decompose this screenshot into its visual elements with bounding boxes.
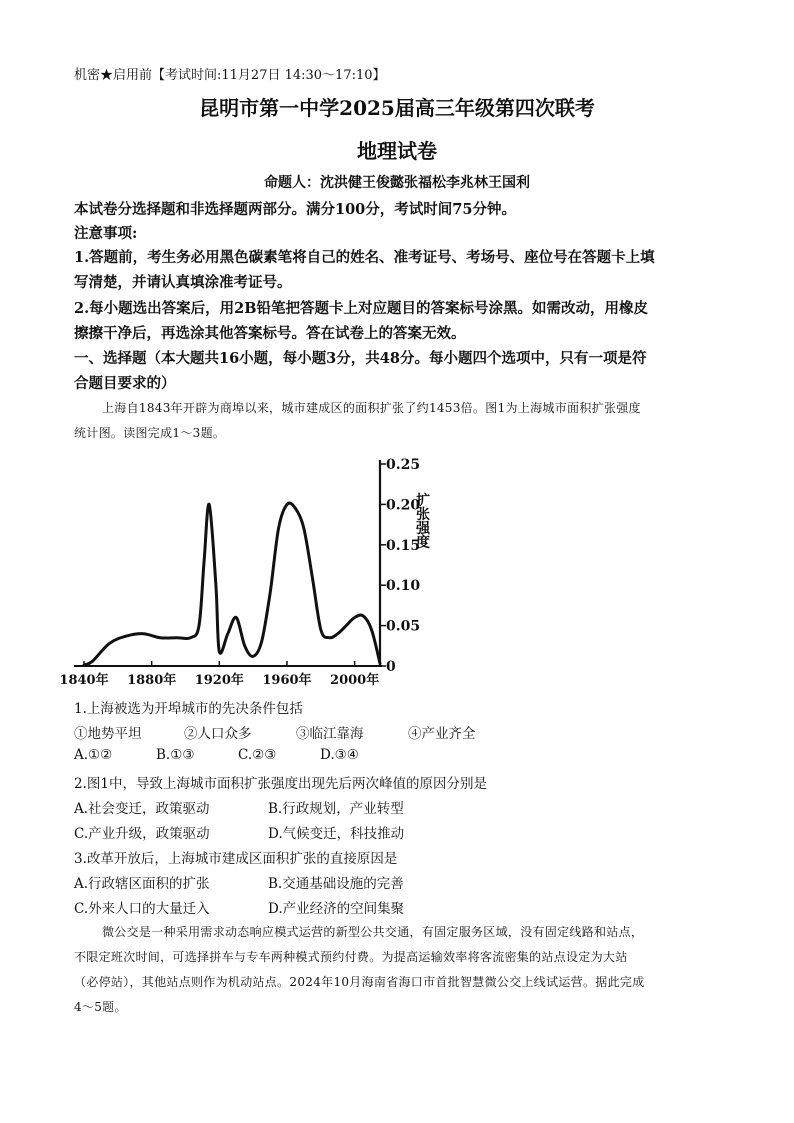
y-tick-label: 0.25 bbox=[386, 457, 421, 473]
q2-option-c: C.产业升级，政策驱动 bbox=[74, 826, 210, 842]
x-tick-label: 1880年 bbox=[127, 673, 177, 688]
q2-option-d: D.气候变迁，科技推动 bbox=[268, 826, 405, 842]
y-tick-label: 0.10 bbox=[386, 578, 421, 595]
q1-item-1: ①地势平坦 bbox=[74, 726, 142, 742]
q1-option-a: A.①② bbox=[74, 747, 113, 763]
section1-heading-b: 合题目要求的） bbox=[74, 375, 176, 392]
passage2-line-d: 4～5题。 bbox=[74, 1000, 127, 1014]
passage2-line-a: 微公交是一种采用需求动态响应模式运营的新型公共交通，有固定服务区域，没有固定线路和站点， bbox=[102, 925, 644, 939]
expansion-intensity-chart bbox=[59, 452, 444, 692]
q1-option-c: C.②③ bbox=[238, 747, 277, 763]
q1-item-2: ②人口众多 bbox=[184, 726, 252, 742]
y-tick-label: 0.20 bbox=[386, 497, 421, 514]
y-tick-label: 0 bbox=[386, 659, 396, 675]
q1-option-d: D.③④ bbox=[320, 747, 359, 763]
section1-heading-a: 一、选择题（本大题共16小题，每小题3分，共48分。每小题四个选项中，只有一项是符 bbox=[74, 350, 647, 367]
authors-line: 命题人：沈洪健王俊懿张福松李兆林王国利 bbox=[264, 175, 530, 191]
series-line bbox=[84, 503, 380, 665]
passage2-line-b: 不限定班次时间，可选择拼车与专车两种模式预约付费。为提高运输效率将客流密集的站点设定为大站 bbox=[74, 950, 628, 964]
q2-option-a: A.社会变迁，政策驱动 bbox=[74, 801, 210, 817]
q3-option-d: D.产业经济的空间集聚 bbox=[268, 901, 405, 917]
passage1-line-b: 统计图。读图完成1～3题。 bbox=[74, 426, 226, 440]
passage2-line-c: （必停站），其他站点则作为机动站点。2024年10月海南省海口市首批智慧微公交上线试运营。据此完成 bbox=[74, 975, 645, 989]
confidential-notice: 机密★启用前【考试时间:11月27日 14:30～17:10】 bbox=[74, 68, 386, 83]
y-axis-label: 扩张强度 bbox=[414, 492, 430, 549]
subject-title: 地理试卷 bbox=[357, 139, 437, 163]
note-1a: 1.答题前，考生务必用黑色碳素笔将自己的姓名、准考证号、考场号、座位号在答题卡上填 bbox=[74, 249, 655, 266]
q3-stem: 3.改革开放后，上海城市建成区面积扩张的直接原因是 bbox=[74, 851, 398, 867]
x-tick-label: 1960年 bbox=[262, 673, 312, 688]
passage1-line-a: 上海自1843年开辟为商埠以来，城市建成区的面积扩张了约1453倍。图1为上海城市面积扩张强度 bbox=[102, 401, 641, 415]
q1-stem: 1.上海被选为开埠城市的先决条件包括 bbox=[74, 701, 303, 717]
q2-option-b: B.行政规划，产业转型 bbox=[268, 801, 404, 817]
q3-option-c: C.外来人口的大量迁入 bbox=[74, 901, 210, 917]
x-tick-label: 1920年 bbox=[194, 673, 244, 688]
exam-title: 昆明市第一中学2025届高三年级第四次联考 bbox=[199, 96, 595, 120]
x-tick-label: 1840年 bbox=[59, 673, 109, 688]
q1-item-3: ③临江靠海 bbox=[296, 726, 364, 742]
q1-item-4: ④产业齐全 bbox=[408, 726, 476, 742]
q1-option-b: B.①③ bbox=[156, 747, 195, 763]
note-2b: 擦擦干净后，再选涂其他答案标号。答在试卷上的答案无效。 bbox=[74, 325, 466, 342]
notes-heading: 注意事项: bbox=[74, 225, 138, 242]
note-1b: 写清楚，并请认真填涂准考证号。 bbox=[74, 274, 292, 291]
y-tick-label: 0.05 bbox=[386, 618, 421, 635]
note-2a: 2.每小题选出答案后，用2B铅笔把答题卡上对应题目的答案标号涂黑。如需改动，用橡皮 bbox=[74, 300, 648, 317]
y-tick-label: 0.15 bbox=[386, 537, 421, 554]
q2-stem: 2.图1中，导致上海城市面积扩张强度出现先后两次峰值的原因分别是 bbox=[74, 776, 487, 792]
notes-intro: 本试卷分选择题和非选择题两部分。满分100分，考试时间75分钟。 bbox=[74, 201, 516, 218]
q3-option-b: B.交通基础设施的完善 bbox=[268, 876, 404, 892]
x-tick-label: 2000年 bbox=[330, 673, 380, 688]
q3-option-a: A.行政辖区面积的扩张 bbox=[74, 876, 210, 892]
